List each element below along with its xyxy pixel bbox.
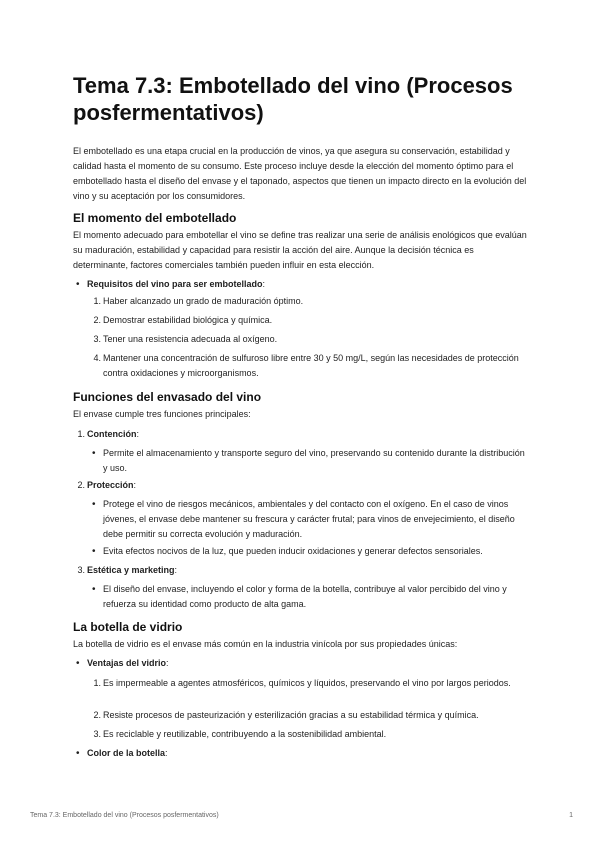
section-heading-funciones: Funciones del envasado del vino	[73, 390, 262, 404]
list-item: 1. Contención:	[77, 429, 140, 439]
list-item: 2. Resiste procesos de pasteurización y esterilización gracias a su estabilidad térmica y química.	[93, 710, 479, 720]
list-item: 3. Es reciclable y reutilizable, contribuyendo a la sostenibilidad ambiental.	[93, 729, 387, 739]
section-text-funciones: El envase cumple tres funciones principales:	[73, 409, 251, 419]
section-text-botella: La botella de vidrio es el envase más común en la industria vinícola por sus propiedades únicas:	[73, 639, 458, 649]
list-item: • Permite el almacenamiento y transporte seguro del vino, preservando su contenido durante la distribución y uso.	[103, 446, 528, 476]
list-item: 2. Demostrar estabilidad biológica y química.	[93, 315, 273, 325]
footer-title: Tema 7.3: Embotellado del vino (Procesos posfermentativos)	[30, 812, 219, 819]
list-item: 1. Es impermeable a agentes atmosféricos, químicos y líquidos, preservando el vino por largos periodos.	[93, 678, 511, 688]
list-item: 2. Protección:	[77, 480, 137, 490]
page-footer	[30, 812, 573, 819]
list-item: • Color de la botella:	[87, 746, 528, 761]
list-item: • El diseño del envase, incluyendo el color y forma de la botella, contribuye al valor percibido del vino y refuerza su identidad como producto de alta gama.	[103, 582, 528, 612]
list-item: 1. Haber alcanzado un grado de maduración óptimo.	[93, 296, 304, 306]
list-item: • Evita efectos nocivos de la luz, que pueden inducir oxidaciones y generar defectos sensoriales.	[103, 544, 528, 559]
intro-paragraph: El embotellado es una etapa crucial en la producción de vinos, ya que asegura su conservación, estabilidad y calidad hasta el momento de su consumo. Este proceso incluye desde la elección del momento óptimo para el embotellado hasta el diseño del envase y el taponado, aspectos que tienen un impacto directo en la evolución del vino y su aceptación por los consumidores.	[73, 146, 527, 201]
section-text-momento: El momento adecuado para embotellar el vino se define tras realizar una serie de análisis enológicos que evalúan su maduración, estabilidad y capacidad para resistir la acción del aire. Aunque la decisión técnica es determinante, factores comerciales también pueden influir en esta elección.	[73, 230, 527, 270]
page-title: Tema 7.3: Embotellado del vino (Procesos posfermentativos)	[73, 73, 513, 125]
list-item: 3. Estética y marketing:	[77, 565, 178, 575]
list-item: 4. Mantener una concentración de sulfuroso libre entre 30 y 50 mg/L, según las necesidades de protección contra oxidaciones y microorganismos.	[93, 353, 519, 378]
list-item: • Ventajas del vidrio:	[87, 656, 528, 671]
section-heading-momento: El momento del embotellado	[73, 211, 237, 225]
list-item: • Requisitos del vino para ser embotellado:	[87, 277, 528, 292]
section-heading-botella: La botella de vidrio	[73, 620, 183, 634]
page-number: 1	[569, 812, 573, 819]
list-item: 3. Tener una resistencia adecuada al oxígeno.	[93, 334, 278, 344]
list-item: • Protege el vino de riesgos mecánicos, ambientales y del contacto con el oxígeno. En el caso de vinos jóvenes, el envase debe mantener su frescura y carácter frutal; para vinos de envejecimiento, el diseño debe permitir su correcta evolución y maduración.	[103, 497, 528, 542]
